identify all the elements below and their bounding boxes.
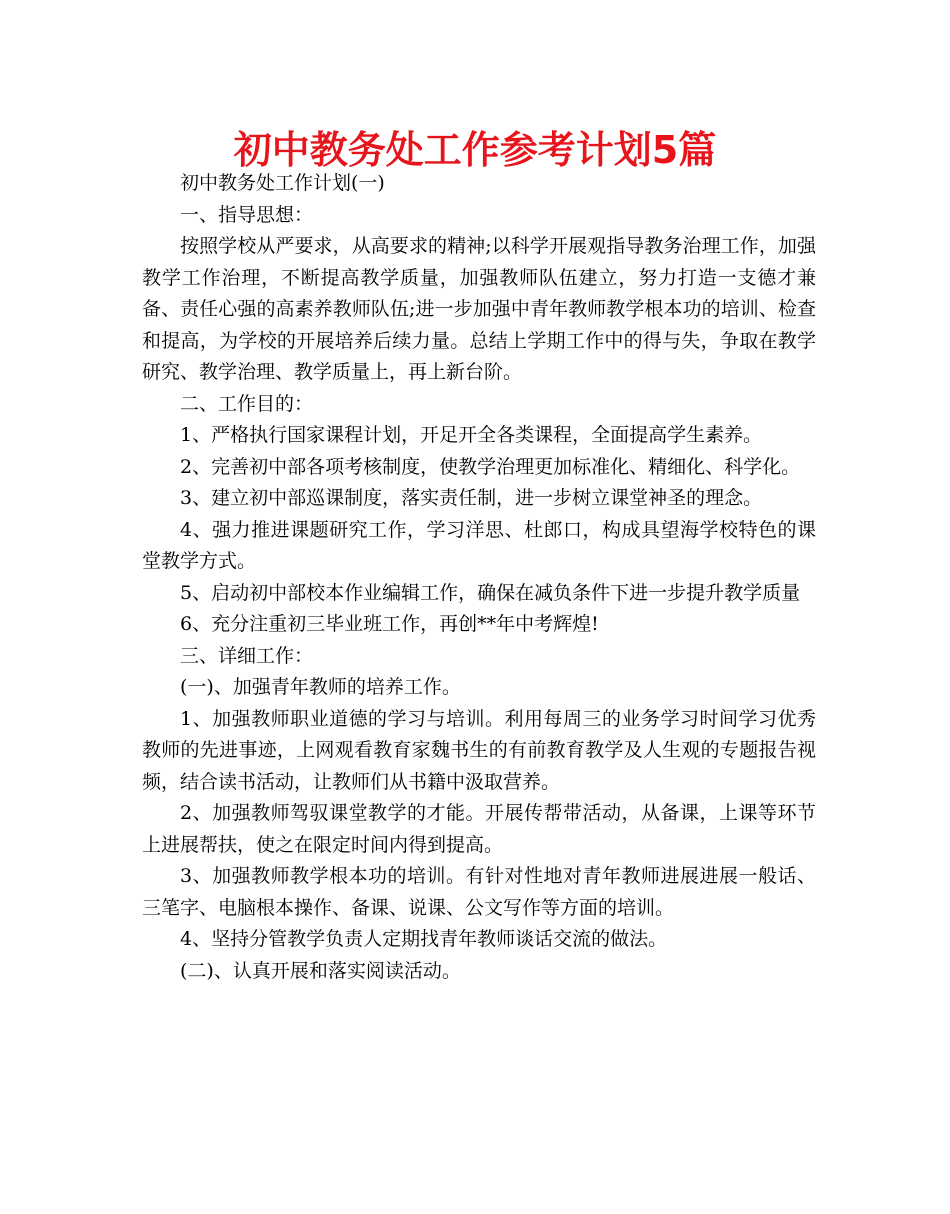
- paragraph-goal-3: 3、建立初中部巡课制度，落实责任制，进一步树立课堂神圣的理念。: [180, 487, 763, 509]
- paragraph-heading-detailed-work: 三、详细工作：: [180, 644, 314, 667]
- document-title: 初中教务处工作参考计划5篇: [233, 128, 717, 172]
- paragraph-heading-work-goals: 二、工作目的：: [180, 392, 314, 415]
- paragraph-goal-2: 2、完善初中部各项考核制度，使教学治理更加标准化、精细化、科学化。: [180, 455, 801, 478]
- paragraph-item-2: 2、加强教师驾驭课堂教学的才能。开展传帮带活动，从备课，上课等环节上进展帮扶，使之在限定时间内得到提高。: [142, 802, 816, 856]
- paragraph-goal-4: 4、强力推进课题研究工作，学习洋思、杜郎口，构成具望海学校特色的课堂教学方式。: [142, 518, 816, 572]
- paragraph-goal-5: 5、启动初中部校本作业编辑工作，确保在减负条件下进一步提升教学质量: [180, 581, 801, 604]
- paragraph-guiding-thought-body: 按照学校从严要求，从高要求的精神;以科学开展观指导教务治理工作，加强教学工作治理，不断提高教学质量，加强教师队伍建立，努力打造一支德才兼备、责任心强的高素养教师队伍;进一步加强中青年教师教学根本功的培训、检查和提高，为学校的开展培养后续力量。总结上学期工作中的得与失，争取在教学研究、教学治理、教学质量上，再上新台阶。: [142, 235, 816, 383]
- paragraph-goal-1: 1、严格执行国家课程计划，开足开全各类课程，全面提高学生素养。: [180, 424, 763, 446]
- paragraph-goal-6: 6、充分注重初三毕业班工作，再创**年中考辉煌!: [180, 613, 599, 635]
- document-body: [142, 168, 816, 987]
- paragraph-item-3: 3、加强教师教学根本功的培训。有针对性地对青年教师进展进展一般话、三笔字、电脑根本操作、备课、说课、公文写作等方面的培训。: [142, 865, 816, 919]
- paragraph-subheading-young-teachers: (一)、加强青年教师的培养工作。: [180, 676, 461, 698]
- paragraph-heading-guiding-thought: 一、指导思想：: [180, 203, 314, 226]
- paragraph-subtitle: 初中教务处工作计划(一): [180, 172, 385, 194]
- paragraph-item-1: 1、加强教师职业道德的学习与培训。利用每周三的业务学习时间学习优秀教师的先进事迹，上网观看教育家魏书生的有前教育教学及人生观的专题报告视频，结合读书活动，让教师们从书籍中汲取营养。: [142, 707, 816, 793]
- paragraph-subheading-reading: (二)、认真开展和落实阅读活动。: [180, 959, 461, 982]
- paragraph-item-4: 4、坚持分管教学负责人定期找青年教师谈话交流的做法。: [180, 928, 668, 950]
